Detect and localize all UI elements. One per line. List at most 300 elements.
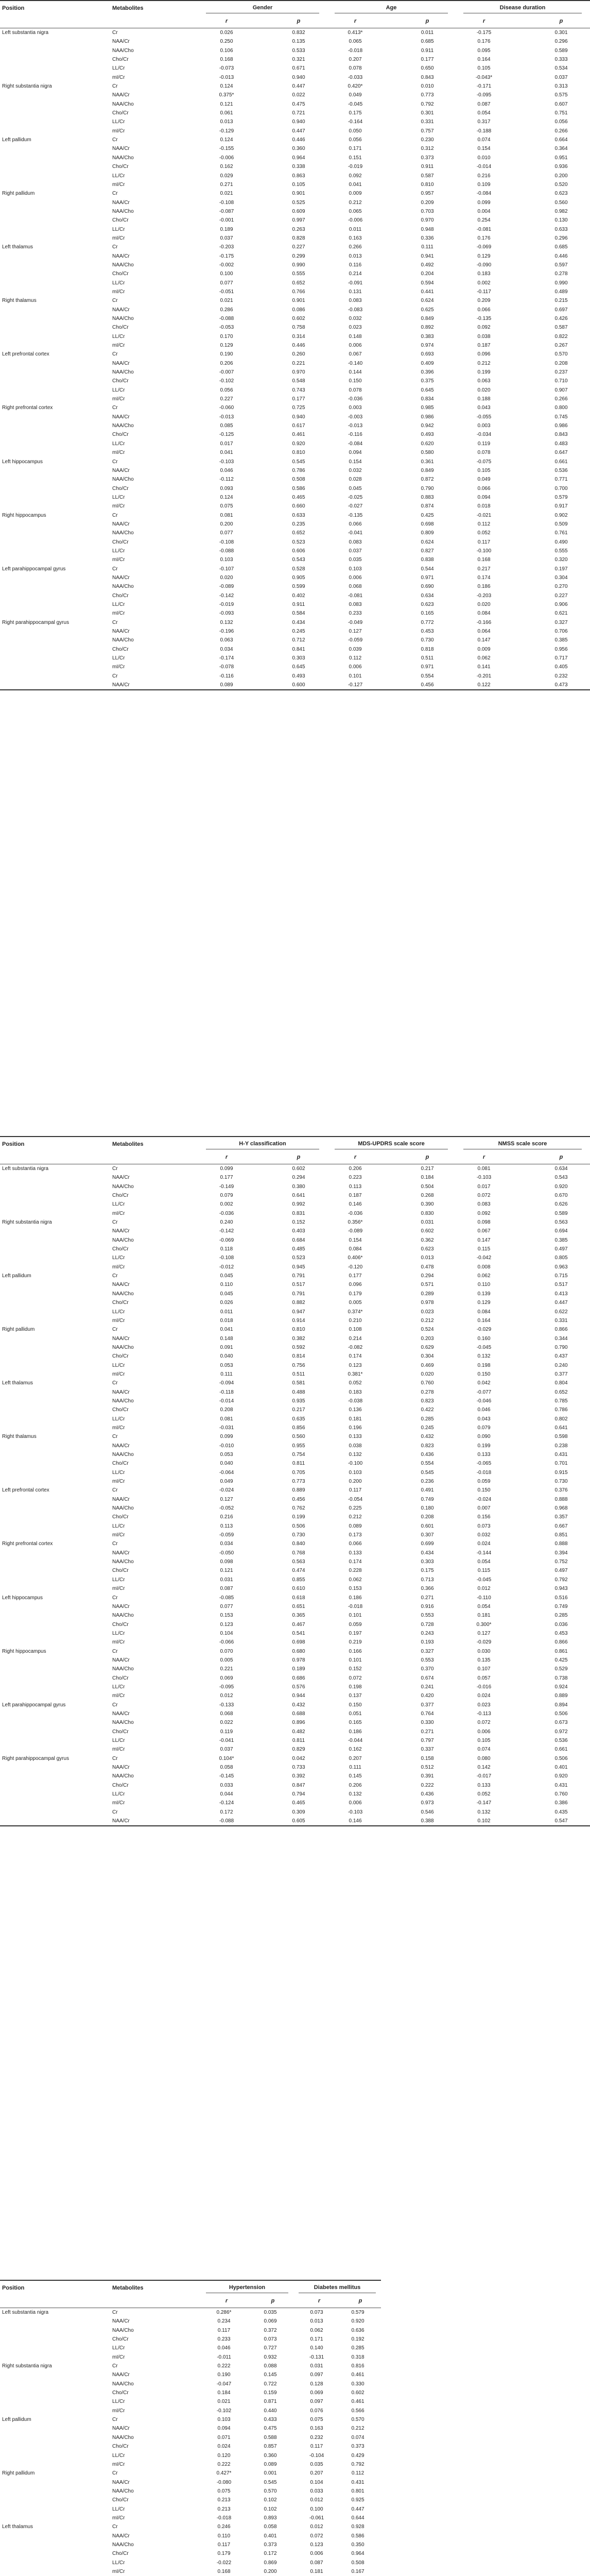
cell-value: -0.089 [348,1228,363,1234]
cell-value: 0.046 [220,467,233,473]
table-row [0,1638,590,1647]
cell-value: 0.374* [348,1309,363,1315]
position-label: Left parahippocampal gyrus [2,1702,66,1708]
cell-value: 0.491 [421,1487,434,1494]
metabolite-label: mI/Cr [112,181,125,188]
cell-value: 0.296 [554,235,568,241]
cell-value: 0.062 [349,1577,362,1583]
cell-value: -0.084 [476,191,492,197]
cell-value: -0.093 [219,611,234,617]
cell-value: 0.429 [351,2452,365,2459]
table-row [0,1817,590,1826]
metabolite-label: Cr [112,1702,118,1708]
table-row [0,2406,381,2415]
cell-value: -0.041 [348,530,363,536]
metabolite-label: NAA/Cr [112,629,130,635]
table-row [0,1531,590,1539]
cell-value: -0.110 [477,1595,491,1601]
cell-value: 0.381* [348,1371,363,1377]
table-row [0,1290,590,1298]
table-row [0,386,590,395]
cell-value: 0.948 [421,226,434,232]
table-row [0,582,590,591]
cell-value: 0.189 [220,226,233,232]
cell-value: 0.818 [421,646,434,652]
cell-value: 0.102 [264,2497,277,2503]
cell-value: 0.177 [292,396,305,402]
cell-value: 0.237 [554,369,568,376]
cell-value: 0.023 [421,1309,434,1315]
metabolite-label: Cho/Cr [112,1782,129,1788]
cell-value: 0.008 [477,1264,491,1270]
cell-value: 0.431 [351,2479,365,2485]
cell-value: 0.299 [292,253,305,259]
cell-value: 0.757 [421,128,434,134]
cell-value: 0.045 [220,1273,233,1279]
table-row [0,529,590,537]
metabolite-label: mI/Cr [112,1800,125,1806]
metabolite-label: mI/Cr [112,396,125,402]
cell-value: -0.118 [219,1389,234,1395]
cell-value: 0.180 [421,1505,434,1512]
cell-value: 0.869 [264,2560,277,2566]
cell-value: 0.148 [349,333,362,340]
cell-value: 0.152 [349,1666,362,1672]
table-row [0,1442,590,1450]
cell-value: 0.219 [349,1639,362,1646]
cell-value: 0.360 [264,2452,277,2459]
cell-value: 0.222 [217,2363,231,2369]
cell-value: 0.722 [264,2381,277,2387]
table-row [0,2567,381,2576]
cell-value: 0.670 [554,1193,568,1199]
metabolite-label: NAA/Cho [112,477,134,483]
cell-value: 0.506 [554,1755,568,1761]
table-row [0,180,590,189]
cell-value: 0.101 [349,1657,362,1663]
cell-value: 0.914 [292,1317,305,1324]
cell-value: -0.051 [219,289,234,295]
cell-value: 0.634 [554,1166,568,1172]
cell-value: 0.529 [554,1666,568,1672]
cell-value: 0.528 [292,566,305,572]
cell-value: 0.830 [421,1210,434,1216]
table-header [0,1136,590,1164]
cell-value: 0.523 [292,539,305,545]
cell-value: 0.406* [348,1255,363,1261]
cell-value: 0.855 [292,1577,305,1583]
cell-value: 0.992 [292,1201,305,1208]
cell-value: 0.320 [554,557,568,563]
cell-value: 0.623 [421,1246,434,1252]
metabolite-label: NAA/Cho [112,2327,134,2333]
cell-value: 0.268 [421,1193,434,1199]
metabolite-label: Cho/Cr [112,2551,129,2557]
cell-value: 0.230 [421,137,434,143]
cell-value: 0.401 [554,1765,568,1771]
metabolite-label: NAA/Cho [112,2381,134,2387]
cell-value: 0.832 [292,30,305,36]
cell-value: 0.163 [349,235,362,241]
cell-value: 0.517 [292,1282,305,1288]
cell-value: 0.425 [421,512,434,518]
cell-value: 0.203 [421,1335,434,1342]
cell-value: 0.020 [477,602,491,607]
cell-value: 0.032 [477,1532,491,1538]
cell-value: 0.084 [477,611,491,617]
cell-value: -0.135 [348,512,363,518]
header-p: p [425,18,429,24]
cell-value: 0.882 [292,1300,305,1306]
metabolite-label: NAA/Cr [112,574,130,581]
cell-value: 0.271 [421,1595,434,1601]
cell-value: 0.331 [421,119,434,125]
cell-value: 0.524 [421,1327,434,1333]
cell-value: 0.520 [554,181,568,188]
cell-value: -0.043* [475,74,493,80]
metabolite-label: LL/Cr [112,602,125,607]
cell-value: 0.478 [421,1264,434,1270]
cell-value: 0.553 [421,1613,434,1619]
table-row [0,636,590,645]
metabolite-label: NAA/Cr [112,1818,130,1824]
table-hy-updrs-nmss [0,1136,590,1826]
cell-value: 0.207 [349,1755,362,1761]
cell-value: 0.772 [421,619,434,625]
cell-value: 0.888 [554,1496,568,1502]
table-row [0,2549,381,2558]
cell-value: 0.263 [292,226,305,232]
cell-value: 0.964 [351,2551,365,2557]
cell-value: 0.084 [477,1309,491,1315]
table-row [0,573,590,582]
cell-value: 0.113 [349,1183,362,1190]
table-row [0,1450,590,1459]
cell-value: -0.188 [476,128,492,134]
cell-value: -0.088 [219,316,234,321]
cell-value: 0.810 [421,181,434,188]
cell-value: 0.076 [310,2408,323,2414]
metabolite-label: NAA/Cho [112,530,134,536]
table-row [0,2335,381,2344]
metabolite-label: mI/Cr [112,1747,125,1753]
metabolite-label: Cr [112,1327,118,1333]
table-row [0,430,590,439]
cell-value: -0.171 [476,83,492,90]
cell-value: 0.174 [477,574,491,581]
table-row [0,1334,590,1343]
cell-value: 0.645 [292,664,305,670]
cell-value: -0.003 [348,414,363,420]
cell-value: 0.213 [217,2506,231,2512]
cell-value: 0.576 [292,1684,305,1690]
table-row [0,1745,590,1754]
metabolite-label: Cho/Cr [112,271,129,277]
table-row [0,1280,590,1289]
cell-value: 0.103 [349,566,362,572]
cell-value: 0.118 [220,1246,233,1252]
cell-value: -0.054 [348,1496,363,1502]
table-row [0,2424,381,2433]
cell-value: -0.166 [476,619,492,625]
cell-value: 0.492 [421,262,434,268]
cell-value: 0.752 [554,1559,568,1565]
cell-value: 0.917 [554,503,568,510]
metabolite-label: LL/Cr [112,1416,125,1422]
cell-value: 0.227 [220,396,233,402]
table-row [0,64,590,73]
cell-value: 0.645 [421,387,434,393]
cell-value: 0.094 [477,494,491,500]
cell-value: 0.303 [292,655,305,662]
cell-value: 0.766 [292,289,305,295]
metabolite-label: LL/Cr [112,65,125,72]
position-label: Left pallidum [2,137,31,143]
metabolite-label: Cho/Cr [112,1246,129,1252]
cell-value: 0.023 [349,325,362,331]
metabolite-label: NAA/Cr [112,1550,130,1556]
cell-value: 0.222 [217,2461,231,2467]
cell-value: 0.350 [351,2541,365,2548]
table-row [0,1343,590,1352]
metabolite-label: LL/Cr [112,119,125,125]
cell-value: 0.009 [477,646,491,652]
metabolite-label: Cho/Cr [112,217,129,224]
cell-value: 0.117 [310,2444,323,2450]
cell-value: 0.456 [292,1496,305,1502]
cell-value: 0.942 [421,423,434,429]
cell-value: -0.131 [309,2354,324,2360]
table-row [0,1173,590,1182]
cell-value: 0.936 [554,164,568,170]
cell-value: 0.081 [220,1416,233,1422]
cell-value: 0.065 [349,208,362,214]
cell-value: 0.168 [220,57,233,63]
cell-value: 0.957 [421,191,434,197]
cell-value: 0.809 [421,530,434,536]
table-row [0,1308,590,1316]
cell-value: 0.058 [220,1765,233,1771]
cell-value: 0.764 [421,1710,434,1717]
cell-value: 0.970 [421,217,434,224]
table-row [0,1325,590,1334]
cell-value: 0.546 [421,1809,434,1815]
table-row [0,1575,590,1584]
table-row [0,1164,590,1173]
table-row [0,55,590,64]
metabolite-label: LL/Cr [112,2452,125,2459]
cell-value: 0.150 [477,1487,491,1494]
table-row [0,1799,590,1807]
cell-value: 0.097 [310,2399,323,2405]
cell-value: 0.309 [292,1809,305,1815]
cell-value: 0.181 [349,1416,362,1422]
metabolite-label: Cr [112,512,118,518]
cell-value: -0.073 [219,65,234,72]
cell-value: 0.111 [421,244,433,250]
cell-value: 0.560 [554,199,568,206]
cell-value: 0.174 [349,1353,362,1360]
cell-value: 0.166 [349,1648,362,1654]
cell-value: 0.968 [554,1505,568,1512]
cell-value: 0.391 [421,1773,434,1780]
metabolite-label: Cr [112,1166,118,1172]
cell-value: -0.066 [219,1639,234,1646]
metabolite-label: Cho/Cr [112,592,129,599]
table-row [0,172,590,180]
cell-value: 0.372 [264,2327,277,2333]
metabolite-label: mI/Cr [112,128,125,134]
cell-value: 0.175 [349,110,362,116]
cell-value: 0.035 [349,557,362,563]
position-label: Left substantia nigra [2,1166,49,1172]
cell-value: 0.327 [554,619,568,625]
table-row [0,2460,381,2469]
cell-value: 0.506 [554,1710,568,1717]
table-row [0,216,590,225]
cell-value: 0.221 [292,360,305,366]
cell-value: 0.851 [554,1532,568,1538]
cell-value: 0.822 [554,333,568,340]
table-row [0,1468,590,1477]
cell-value: 0.857 [264,2444,277,2450]
metabolite-label: Cho/Cr [112,1193,129,1199]
cell-value: 0.065 [349,39,362,45]
cell-value: -0.055 [476,414,492,420]
cell-value: -0.029 [476,1327,492,1333]
cell-value: 0.100 [310,2506,323,2512]
cell-value: 0.127 [477,1630,491,1636]
table-row [0,1379,590,1387]
cell-value: 0.474 [292,1568,305,1574]
header-r: r [225,18,228,24]
table-row [0,1620,590,1629]
metabolite-label: Cr [112,83,118,90]
metabolite-label: LL/Cr [112,1362,125,1368]
table-row [0,1298,590,1307]
metabolite-label: NAA/Cr [112,39,130,45]
cell-value: 0.586 [351,2533,365,2539]
cell-value: 0.010 [421,83,434,90]
cell-value: 0.105 [477,65,491,72]
cell-value: 0.041 [220,450,233,456]
cell-value: 0.043 [477,1416,491,1422]
table-row [0,2505,381,2514]
cell-value: -0.087 [219,208,234,214]
cell-value: 0.250 [220,39,233,45]
cell-value: 0.001 [264,2470,277,2477]
cell-value: 0.431 [554,1782,568,1788]
metabolite-label: LL/Cr [112,1469,125,1476]
cell-value: -0.025 [348,494,363,500]
cell-value: 0.111 [220,1371,233,1377]
cell-value: 0.388 [421,1818,434,1824]
cell-value: 0.217 [421,1166,434,1172]
cell-value: 0.037 [220,235,233,241]
cell-value: -0.018 [348,1603,363,1609]
cell-value: -0.112 [219,477,234,483]
cell-value: 0.160 [477,1335,491,1342]
cell-value: 0.947 [292,1309,305,1315]
cell-value: 0.570 [351,2417,365,2423]
cell-value: -0.196 [219,629,234,635]
cell-value: 0.838 [421,557,434,563]
cell-value: 0.413* [348,30,363,36]
cell-value: 0.009 [349,191,362,197]
cell-value: 0.037 [220,1747,233,1753]
cell-value: 0.447 [351,2506,365,2512]
cell-value: 0.102 [477,1818,491,1824]
cell-value: 0.586 [292,485,305,492]
cell-value: 0.034 [220,1541,233,1547]
cell-value: 0.035 [264,2310,277,2315]
cell-value: 0.208 [220,1407,233,1413]
cell-value: 0.432 [292,1702,305,1708]
cell-value: 0.863 [292,173,305,179]
cell-value: -0.033 [348,74,363,80]
cell-value: 0.920 [292,440,305,447]
cell-value: -0.041 [219,1738,234,1743]
table-row [0,1253,590,1262]
metabolite-label: Cho/Cr [112,1353,129,1360]
cell-value: 0.555 [554,548,568,554]
table-row [0,1674,590,1683]
cell-value: 0.370 [421,1666,434,1672]
cell-value: 0.022 [220,1720,233,1726]
cell-value: 0.286 [220,307,233,313]
metabolite-label: NAA/Cho [112,101,134,107]
cell-value: 0.089 [349,1523,362,1529]
cell-value: 0.849 [421,316,434,321]
cell-value: 0.453 [554,1630,568,1636]
cell-value: 0.721 [292,110,305,116]
cell-value: 0.920 [554,1773,568,1780]
table-row [0,1629,590,1638]
table-row [0,439,590,448]
cell-value: 0.054 [477,1603,491,1609]
metabolite-label: NAA/Cho [112,1773,134,1780]
cell-value: 0.883 [421,494,434,500]
cell-value: -0.053 [219,325,234,331]
cell-value: 0.357 [554,1514,568,1520]
metabolite-label: NAA/Cho [112,208,134,214]
cell-value: 0.026 [220,30,233,36]
cell-value: -0.031 [219,1425,234,1431]
cell-value: 0.738 [554,1675,568,1681]
table-row [0,2388,381,2397]
cell-value: 0.896 [292,1720,305,1726]
cell-value: 0.756 [292,1362,305,1368]
cell-value: 0.623 [554,191,568,197]
cell-value: 0.447 [554,1300,568,1306]
cell-value: 0.135 [292,39,305,45]
metabolite-label: mI/Cr [112,664,125,670]
metabolite-label: Cr [112,1219,118,1226]
cell-value: 0.139 [477,1291,491,1297]
cell-value: -0.061 [309,2515,324,2521]
metabolite-label: NAA/Cho [112,1559,134,1565]
cell-value: 0.179 [349,1291,362,1297]
cell-value: 0.228 [349,1568,362,1574]
cell-value: 0.090 [477,1434,491,1440]
table-row [0,600,590,609]
cell-value: 0.674 [421,1675,434,1681]
cell-value: 0.174 [349,1559,362,1565]
cell-value: 0.198 [349,1684,362,1690]
group-header: Age [335,5,448,13]
metabolite-label: Cr [112,405,118,411]
cell-value: -0.049 [348,619,363,625]
